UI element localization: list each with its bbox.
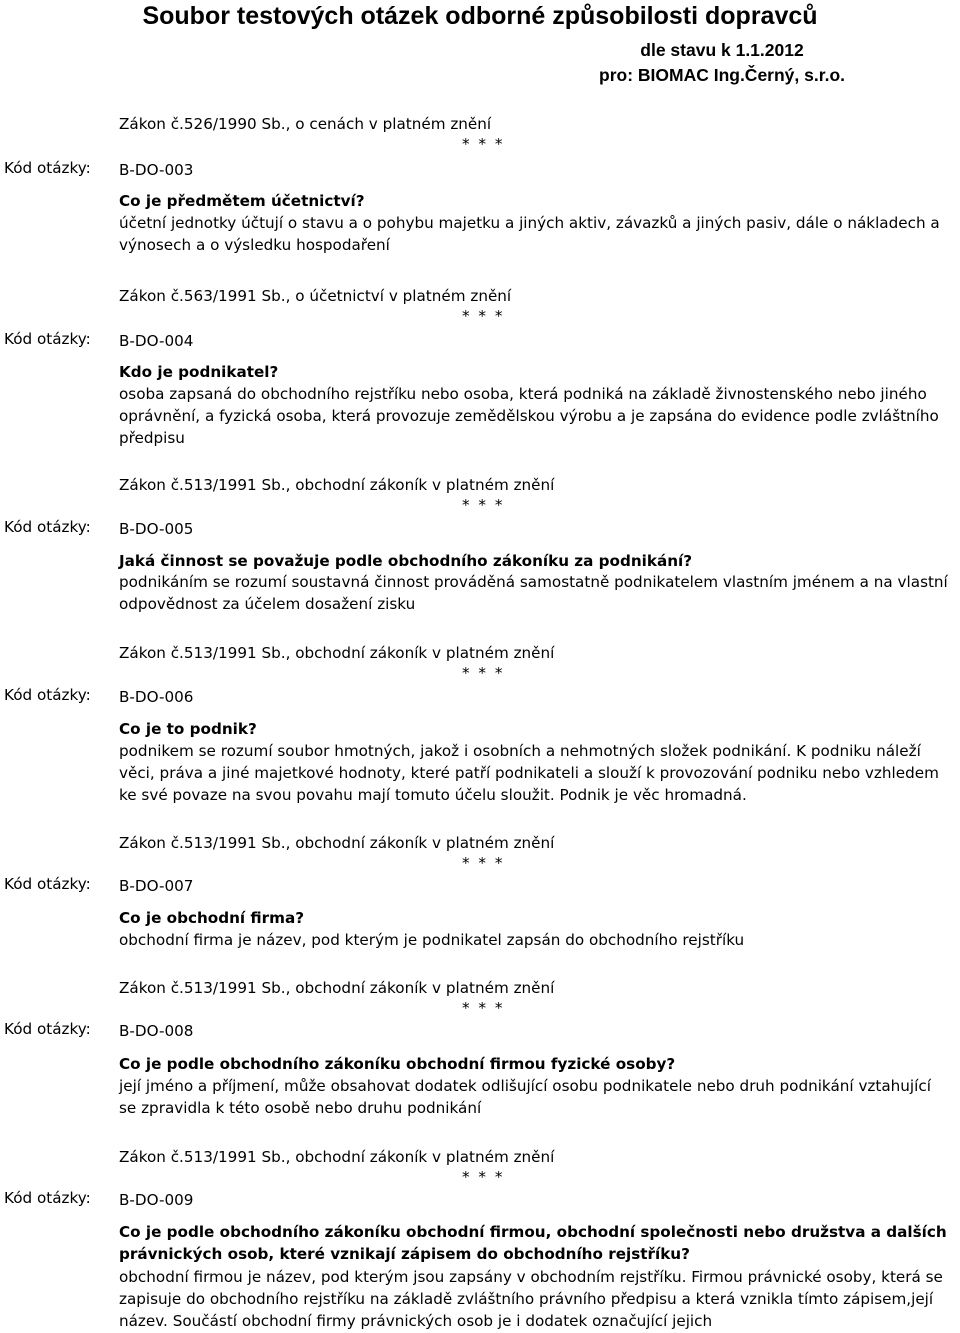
- answer-text: podnikem se rozumí soubor hmotných, jakož i osobních a nehmotných složek podnikání. K podniku náleží věci, práva a jiné majetkové hodnoty, které patří podnikateli a slouží k provozování podniku nebo vzhledem ke své povaze na svou povahu mají tomuto účelu sloužit. Podnik je věc hromadná.: [119, 742, 939, 804]
- law-reference: Zákon č.513/1991 Sb., obchodní zákoník v platném znění: [119, 644, 555, 662]
- law-reference: Zákon č.513/1991 Sb., obchodní zákoník v platném znění: [119, 979, 555, 997]
- law-reference: Zákon č.526/1990 Sb., o cenách v platném znění: [119, 115, 492, 133]
- answer-text: její jméno a příjmení, může obsahovat dodatek odlišující osobu podnikatele nebo druh podnikání vztahující se zpravidla k této osobě nebo druhu podnikání: [119, 1077, 931, 1117]
- question-text: Co je obchodní firma?: [119, 909, 305, 927]
- answer-text: osoba zapsaná do obchodního rejstříku nebo osoba, která podniká na základě živnostenského nebo jiného oprávnění, a fyzická osoba, která provozuje zemědělskou výrobu a je zapsána do evidence podle zvláštního předpisu: [119, 385, 939, 447]
- question-code: B-DO-003: [119, 161, 194, 179]
- code-label: Kód otázky:: [4, 330, 91, 348]
- code-label: Kód otázky:: [4, 686, 91, 704]
- question-text: Co je předmětem účetnictví?: [119, 192, 365, 210]
- answer-text: účetní jednotky účtují o stavu a o pohybu majetku a jiných aktiv, závazků a jiných pasiv, dále o nákladech a výnosech a o výsledku hospodaření: [119, 214, 940, 254]
- law-reference: Zákon č.513/1991 Sb., obchodní zákoník v platném znění: [119, 1148, 555, 1166]
- code-label: Kód otázky:: [4, 518, 91, 536]
- question-code: B-DO-005: [119, 520, 194, 538]
- code-label: Kód otázky:: [4, 1020, 91, 1038]
- document-date: dle stavu k 1.1.2012: [640, 40, 804, 60]
- law-reference: Zákon č.563/1991 Sb., o účetnictví v platném znění: [119, 287, 512, 305]
- separator: * * *: [462, 307, 505, 325]
- separator: * * *: [462, 496, 505, 514]
- question-code: B-DO-008: [119, 1022, 194, 1040]
- question-code: B-DO-004: [119, 332, 194, 350]
- question-text: Co je podle obchodního zákoníku obchodní firmou fyzické osoby?: [119, 1055, 676, 1073]
- code-label: Kód otázky:: [4, 159, 91, 177]
- code-label: Kód otázky:: [4, 875, 91, 893]
- law-reference: Zákon č.513/1991 Sb., obchodní zákoník v platném znění: [119, 834, 555, 852]
- answer-text: obchodní firma je název, pod kterým je podnikatel zapsán do obchodního rejstříku: [119, 931, 745, 949]
- answer-text: podnikáním se rozumí soustavná činnost prováděná samostatně podnikatelem vlastním jménem a na vlastní odpovědnost za účelem dosažení zisku: [119, 573, 948, 613]
- document-title: Soubor testových otázek odborné způsobilosti dopravců: [142, 2, 818, 30]
- question-text: Co je podle obchodního zákoníku obchodní firmou, obchodní společnosti nebo družstva a dalších právnických osob, které vznikají zápisem do obchodního rejstříku?: [119, 1223, 947, 1263]
- law-reference: Zákon č.513/1991 Sb., obchodní zákoník v platném znění: [119, 476, 555, 494]
- question-text: Co je to podnik?: [119, 720, 257, 738]
- answer-text: obchodní firmou je název, pod kterým jsou zapsány v obchodním rejstříku. Firmou právnické osoby, která se zapisuje do obchodního rejstříku na základě zvláštního právního předpisu a která vznikla tímto zápisem,její název. Součástí obchodní firmy právnických osob je i dodatek označující jejich: [119, 1268, 943, 1330]
- question-text: Jaká činnost se považuje podle obchodního zákoníku za podnikání?: [119, 552, 693, 570]
- question-text: Kdo je podnikatel?: [119, 363, 279, 381]
- separator: * * *: [462, 854, 505, 872]
- document-organization: pro: BIOMAC Ing.Černý, s.r.o.: [599, 65, 845, 85]
- separator: * * *: [462, 664, 505, 682]
- separator: * * *: [462, 1168, 505, 1186]
- code-label: Kód otázky:: [4, 1189, 91, 1207]
- separator: * * *: [462, 135, 505, 153]
- question-code: B-DO-006: [119, 688, 194, 706]
- separator: * * *: [462, 999, 505, 1017]
- question-code: B-DO-007: [119, 877, 194, 895]
- question-code: B-DO-009: [119, 1191, 194, 1209]
